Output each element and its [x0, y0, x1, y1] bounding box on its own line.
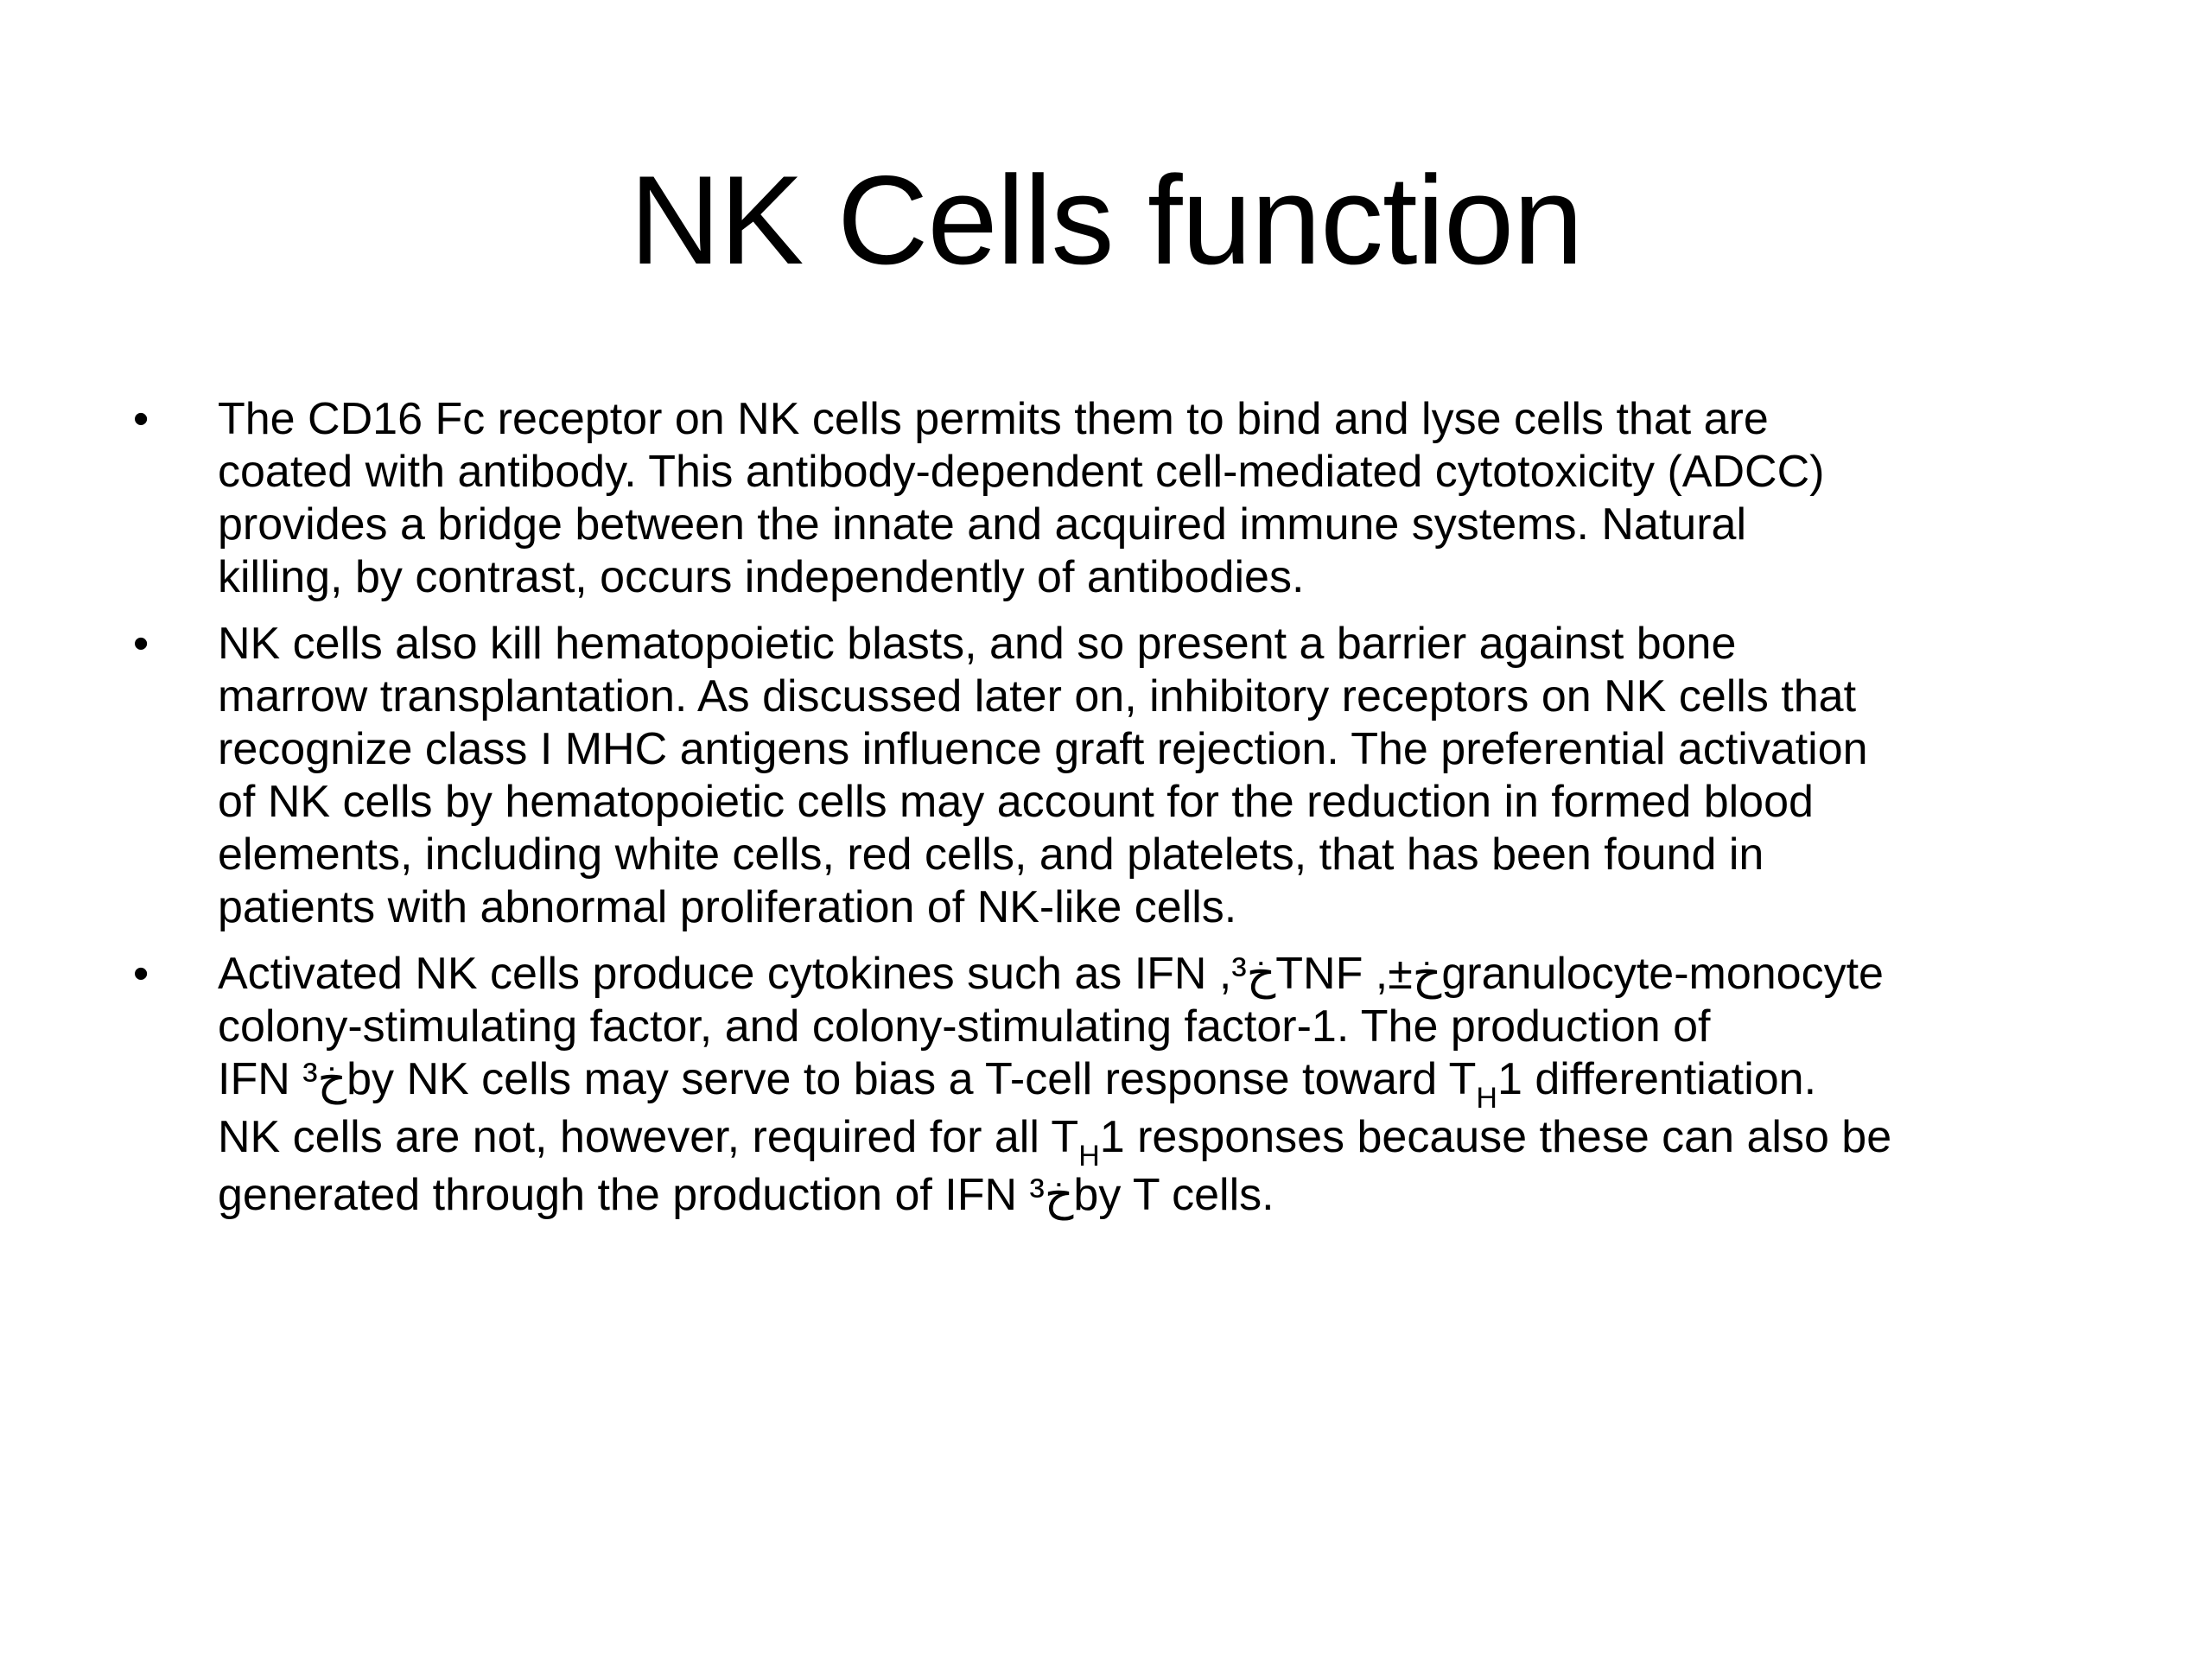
subscript-h: H — [1078, 1140, 1100, 1173]
bullet-icon: • — [133, 619, 149, 669]
text-segment: 1 differentiation. — [1497, 1054, 1817, 1104]
text-segment: 1 responses because these can also be — [1099, 1112, 1892, 1162]
bullet-item-adcc — [121, 393, 2134, 604]
bullet-text-line: of NK cells by hematopoietic cells may account for the reduction in formed blood — [218, 777, 1814, 827]
bullet-text-line: NK cells also kill hematopoietic blasts, and so present a barrier against bone — [218, 619, 1737, 669]
bullet-text-line: Activated NK cells produce cytokines such as IFN ,³خTNF ,±خgranulocyte-monocyte — [218, 949, 1884, 999]
bullet-text-line: colony-stimulating factor, and colony-stimulating factor-1. The production of — [218, 1001, 1711, 1052]
subscript-h: H — [1476, 1082, 1497, 1115]
bullet-text-line: generated through the production of IFN ³خby T cells. — [218, 1170, 1274, 1220]
bullet-text-line — [218, 1053, 2134, 1115]
bullet-text-line: patients with abnormal proliferation of NK-like cells. — [218, 882, 1237, 932]
bullet-list — [121, 393, 2134, 1236]
bullet-icon: • — [133, 949, 149, 999]
bullet-text-line: elements, including white cells, red cells, and platelets, that has been found in — [218, 830, 1764, 880]
bullet-text-line: killing, by contrast, occurs independently of antibodies. — [218, 552, 1305, 602]
bullet-item-cytokines — [121, 948, 2134, 1222]
text-segment: NK cells are not, however, required for all T — [218, 1112, 1079, 1162]
bullet-text-line: recognize class I MHC antigens influence graft rejection. The preferential activation — [218, 724, 1868, 774]
bullet-text-line: coated with antibody. This antibody-dependent cell-mediated cytotoxicity (ADCC) — [218, 447, 1825, 497]
bullet-text-line: marrow transplantation. As discussed later on, inhibitory receptors on NK cells that — [218, 671, 1857, 721]
text-segment: IFN ³خby NK cells may serve to bias a T-cell response toward T — [218, 1054, 1477, 1104]
bullet-text-line: provides a bridge between the innate and acquired immune systems. Natural — [218, 499, 1746, 550]
bullet-icon: • — [133, 394, 149, 444]
bullet-text-line — [218, 1111, 2134, 1173]
bullet-text-line: The CD16 Fc receptor on NK cells permits them to bind and lyse cells that are — [218, 394, 1769, 444]
slide-title: NK Cells function — [629, 149, 1583, 290]
bullet-item-hematopoietic — [121, 618, 2134, 934]
